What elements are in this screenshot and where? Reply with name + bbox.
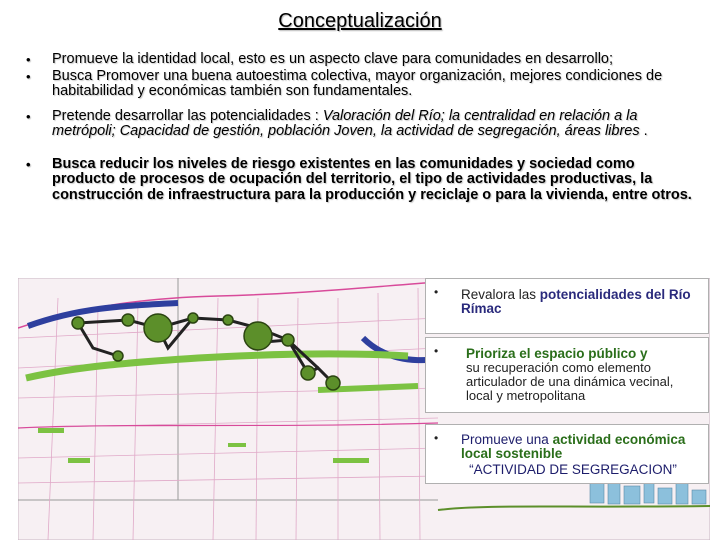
callout-highlight: Prioriza el espacio público y [466, 346, 648, 361]
bullet-text: Busca Promover una buena autoestima colectiva, mayor organización, mejores condiciones de habitabilidad y económicas también son fundamentales. [52, 67, 663, 99]
callout-text: Promueve una [461, 432, 553, 447]
bullet-item [26, 109, 696, 140]
callout-box [425, 424, 709, 484]
callout-quote: “ACTIVIDAD DE SEGREGACION” [469, 462, 677, 477]
callout-box [425, 337, 709, 413]
bullet-text: Busca reducir los niveles de riesgo existentes en las comunidades y sociedad como producto de procesos de ocupación del territorio, el tipo de actividades productivas, la construcción de infraestructura para la producción y reciclaje o para la vivienda, entre otros. [52, 155, 692, 203]
slide-title: Conceptualización [278, 10, 442, 32]
bullet-dot: • [26, 68, 31, 84]
green-area [38, 428, 64, 433]
bullet-dot: • [26, 108, 31, 124]
bullet-text: Pretende desarrollar las potencialidades : [52, 107, 323, 124]
green-area [228, 443, 246, 447]
callout-box [425, 278, 709, 334]
green-area [333, 458, 369, 463]
callout-highlight: actividad económica local sostenible [461, 432, 686, 461]
bullet-tail: . [639, 123, 648, 139]
bullet-list [26, 52, 696, 203]
bullet-dot: • [434, 431, 439, 445]
callout-highlight: potencialidades del Río Rímac [461, 287, 691, 316]
bullet-dot: • [434, 285, 439, 299]
bullet-text: Promueve la identidad local, esto es un aspecto clave para comunidades en desarrollo; [52, 51, 614, 67]
bullet-dot: • [434, 344, 439, 358]
bullet-dot: • [26, 52, 31, 67]
bullet-item [26, 157, 696, 204]
bullet-dot: • [26, 156, 31, 172]
bullet-emphasis: Valoración del Río; la centralidad en relación a la metrópoli; Capacidad de gestión, población Joven, la actividad de segregación, áreas libres [52, 107, 640, 139]
callout-text: su recuperación como elemento articulador de una dinámica vecinal, local y metropolitana [466, 360, 674, 403]
bullet-item [26, 52, 696, 68]
bullet-item [26, 69, 696, 100]
callout-text: Revalora las [461, 287, 540, 302]
green-area [68, 458, 90, 463]
